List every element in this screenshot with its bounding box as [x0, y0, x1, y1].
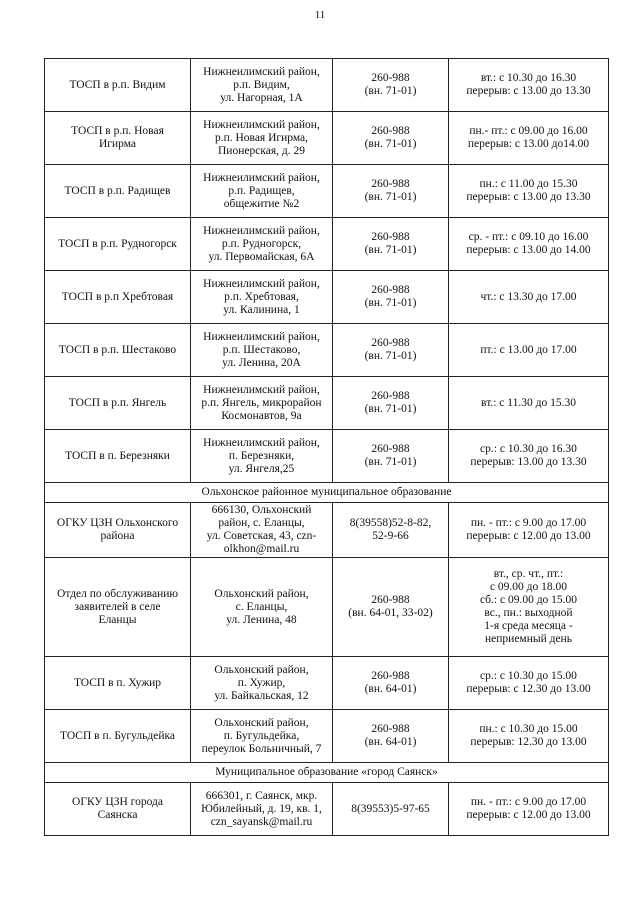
cell-line: Ольхонский район, [214, 663, 309, 676]
cell-line: вс., пн.: выходной [484, 607, 573, 619]
cell-line: ТОСП в р.п. Янгель [68, 396, 167, 409]
cell-line: перерыв: 12.30 до 13.00 [470, 736, 587, 748]
cell-line: (вн. 71-01) [364, 138, 417, 150]
cell-line: ТОСП в р.п. Новая [71, 125, 164, 137]
office-name-cell [45, 165, 191, 218]
office-hours-cell [449, 503, 609, 558]
cell-line: пн. - пт.: с 9.00 до 17.00 [470, 517, 587, 529]
cell-line: пн.: с 11.00 до 15.30 [479, 178, 578, 190]
office-hours-cell [449, 59, 609, 112]
cell-line: ТОСП в р.п. Радищев [64, 184, 171, 197]
cell-line: сб.: с 09.00 до 15.00 [479, 594, 578, 606]
cell-line: пн.- пт.: с 09.00 до 16.00 [469, 125, 588, 137]
office-phone-cell [333, 503, 449, 558]
cell-line: Юбилейный, д. 19, кв. 1, [201, 802, 322, 815]
office-address-cell [191, 218, 333, 271]
cell-line: р.п. Шестаково, [222, 343, 301, 356]
office-address-cell [191, 112, 333, 165]
office-name-cell [45, 558, 191, 657]
office-address-cell [191, 377, 333, 430]
cell-line: 260-988 [371, 231, 410, 243]
cell-line: общежитие №2 [223, 197, 300, 210]
cell-line: пн. - пт.: с 9.00 до 17.00 [470, 796, 587, 808]
cell-line: ул. Калинина, 1 [223, 303, 300, 316]
office-address-cell [191, 59, 333, 112]
cell-line: ТОСП в п. Хужир [73, 676, 162, 689]
office-hours-cell [449, 112, 609, 165]
cell-line: перерыв: с 12.00 до 13.00 [466, 809, 591, 821]
cell-line: перерыв: с 12.00 до 13.00 [466, 530, 591, 542]
table-row [45, 59, 609, 112]
cell-line: (вн. 71-01) [364, 297, 417, 309]
office-phone-cell [333, 558, 449, 657]
cell-line: р.п. Новая Игирма, [214, 131, 309, 144]
cell-line: 260-988 [371, 670, 410, 682]
office-address-cell [191, 503, 333, 558]
section-header-row [45, 483, 609, 503]
office-hours-cell [449, 165, 609, 218]
cell-line: 1-я среда месяца - [484, 620, 573, 632]
table-row [45, 377, 609, 430]
office-address-cell [191, 558, 333, 657]
cell-line: 260-988 [371, 337, 410, 349]
cell-line: ул. Янгеля,25 [228, 462, 295, 475]
office-phone-cell [333, 271, 449, 324]
table-row [45, 218, 609, 271]
office-phone-cell [333, 165, 449, 218]
cell-line: заявителей в селе [74, 600, 161, 613]
office-name-cell [45, 377, 191, 430]
cell-line: ул. Байкальская, 12 [214, 689, 309, 702]
cell-line: Пионерская, д. 29 [218, 144, 305, 157]
cell-line: ср.: с 10.30 до 15.00 [480, 670, 577, 682]
table-row [45, 503, 609, 558]
cell-line: р.п. Радищев, [228, 184, 295, 197]
cell-line: чт.: с 13.30 до 17.00 [480, 290, 577, 303]
office-phone-cell [333, 710, 449, 763]
cell-line: (вн. 64-01) [364, 736, 417, 748]
cell-line: (вн. 71-01) [364, 85, 417, 97]
cell-line: ТОСП в р.п. Видим [69, 78, 166, 91]
office-hours-cell [449, 218, 609, 271]
office-phone-cell [333, 377, 449, 430]
cell-line: ул. Ленина, 48 [226, 613, 297, 626]
cell-line: 8(39553)5-97-65 [351, 802, 430, 815]
cell-line: 260-988 [371, 594, 410, 606]
cell-line: п. Бугульдейка, [223, 729, 300, 742]
cell-line: ср. - пт.: с 09.10 до 16.00 [468, 231, 589, 243]
cell-line: перерыв: 13.00 до 13.30 [470, 456, 587, 468]
office-name-cell [45, 324, 191, 377]
cell-line: вт.: с 10.30 до 16.30 [480, 72, 577, 84]
cell-line: ул. Советская, 43, czn- [206, 530, 317, 542]
cell-line: 260-988 [371, 125, 410, 137]
cell-line: 260-988 [371, 443, 410, 455]
office-address-cell [191, 430, 333, 483]
cell-line: ТОСП в р.п Хребтовая [61, 290, 174, 303]
cell-line: ср.: с 10.30 до 16.30 [480, 443, 577, 455]
table-row [45, 165, 609, 218]
table-row [45, 430, 609, 483]
office-name-cell [45, 218, 191, 271]
table-row [45, 710, 609, 763]
cell-line: Нижнеилимский район, [203, 277, 320, 290]
office-phone-cell [333, 112, 449, 165]
cell-line: п. Березняки, [228, 449, 295, 462]
cell-line: 260-988 [371, 284, 410, 296]
cell-line: Игирма [98, 138, 137, 150]
cell-line: р.п. Рудногорск, [221, 237, 302, 250]
table-row [45, 324, 609, 377]
cell-line: czn_sayansk@mail.ru [210, 815, 313, 828]
cell-line: переулок Больничный, 7 [201, 742, 322, 755]
office-name-cell [45, 271, 191, 324]
cell-line: (вн. 71-01) [364, 456, 417, 468]
table-row [45, 558, 609, 657]
office-name-cell [45, 657, 191, 710]
cell-line: 52-9-66 [372, 530, 409, 542]
office-phone-cell [333, 657, 449, 710]
cell-line: ОГКУ ЦЗН Ольхонского [56, 517, 179, 529]
table-row [45, 112, 609, 165]
cell-line: перерыв: с 13.00 до 13.30 [466, 85, 591, 97]
cell-line: 260-988 [371, 178, 410, 190]
office-address-cell [191, 710, 333, 763]
offices-table [44, 58, 609, 836]
section-title: Муниципальное образование «город Саянск» [45, 763, 609, 783]
office-hours-cell [449, 657, 609, 710]
cell-line: района [100, 530, 135, 542]
cell-line: Еланцы [98, 613, 137, 626]
cell-line: (вн. 71-01) [364, 403, 417, 415]
table-row [45, 271, 609, 324]
office-address-cell [191, 324, 333, 377]
cell-line: ул. Первомайская, 6А [208, 250, 315, 263]
cell-line: Нижнеилимский район, [203, 65, 320, 78]
office-name-cell [45, 710, 191, 763]
office-phone-cell [333, 430, 449, 483]
offices-table-body [45, 59, 609, 836]
cell-line: ул. Ленина, 20А [222, 356, 301, 369]
section-header-row [45, 763, 609, 783]
cell-line: перерыв: с 12.30 до 13.00 [466, 683, 591, 695]
office-phone-cell [333, 324, 449, 377]
page-number: 11 [314, 9, 326, 21]
cell-line: 666130, Ольхонский [211, 504, 312, 516]
office-address-cell [191, 657, 333, 710]
section-title: Ольхонское районное муниципальное образование [45, 483, 609, 503]
office-name-cell [45, 430, 191, 483]
cell-line: перерыв: с 13.00 до 14.00 [466, 244, 591, 256]
cell-line: с 09.00 до 18.00 [489, 581, 568, 593]
cell-line: Отдел по обслуживанию [57, 587, 178, 600]
cell-line: Ольхонский район, [214, 716, 309, 729]
cell-line: 260-988 [371, 390, 410, 402]
cell-line: Ольхонский район, [214, 587, 309, 600]
cell-line: Нижнеилимский район, [203, 436, 320, 449]
cell-line: п. Хужир, [237, 676, 286, 689]
cell-line: пт.: с 13.00 до 17.00 [480, 343, 577, 356]
cell-line: olkhon@mail.ru [223, 543, 300, 555]
office-hours-cell [449, 271, 609, 324]
office-hours-cell [449, 324, 609, 377]
office-hours-cell [449, 783, 609, 836]
cell-line: р.п. Хребтовая, [224, 290, 299, 303]
cell-line: перерыв: с 13.00 до 13.30 [466, 191, 591, 203]
cell-line: вт.: с 11.30 до 15.30 [481, 396, 576, 409]
cell-line: с. Еланцы, [235, 600, 288, 613]
cell-line: 260-988 [371, 723, 410, 735]
cell-line: ТОСП в п. Бугульдейка [59, 729, 176, 742]
cell-line: Нижнеилимский район, [203, 171, 320, 184]
office-hours-cell [449, 430, 609, 483]
cell-line: ТОСП в п. Березняки [65, 449, 170, 462]
cell-line: пн.: с 10.30 до 15.00 [479, 723, 578, 735]
office-phone-cell [333, 59, 449, 112]
cell-line: (вн. 64-01, 33-02) [348, 607, 433, 619]
cell-line: ОГКУ ЦЗН города [72, 796, 163, 808]
cell-line: ТОСП в р.п. Рудногорск [58, 237, 177, 250]
office-address-cell [191, 783, 333, 836]
cell-line: (вн. 71-01) [364, 350, 417, 362]
office-address-cell [191, 165, 333, 218]
cell-line: Нижнеилимский район, [203, 118, 320, 131]
cell-line: ТОСП в р.п. Шестаково [58, 343, 177, 356]
cell-line: ул. Нагорная, 1А [220, 91, 303, 104]
cell-line: Саянска [97, 809, 138, 821]
office-hours-cell [449, 710, 609, 763]
table-row [45, 783, 609, 836]
cell-line: р.п. Видим, [233, 78, 290, 91]
cell-line: р.п. Янгель, микрорайон [201, 396, 322, 409]
office-name-cell [45, 112, 191, 165]
cell-line: 666301, г. Саянск, мкр. [205, 789, 318, 802]
cell-line: район, с. Еланцы, [218, 517, 305, 529]
office-name-cell [45, 783, 191, 836]
table-row [45, 657, 609, 710]
office-name-cell [45, 503, 191, 558]
cell-line: неприемный день [485, 633, 572, 645]
office-hours-cell [449, 558, 609, 657]
office-name-cell [45, 59, 191, 112]
office-hours-cell [449, 377, 609, 430]
cell-line: вт., ср. чт., пт.: [493, 568, 564, 580]
cell-line: (вн. 64-01) [364, 683, 417, 695]
office-phone-cell [333, 218, 449, 271]
cell-line: 8(39558)52-8-82, [349, 517, 432, 529]
cell-line: (вн. 71-01) [364, 244, 417, 256]
cell-line: 260-988 [371, 72, 410, 84]
cell-line: Нижнеилимский район, [203, 330, 320, 343]
cell-line: Нижнеилимский район, [203, 383, 320, 396]
office-phone-cell [333, 783, 449, 836]
cell-line: Нижнеилимский район, [203, 224, 320, 237]
cell-line: Космонавтов, 9а [221, 409, 302, 422]
cell-line: (вн. 71-01) [364, 191, 417, 203]
office-address-cell [191, 271, 333, 324]
cell-line: перерыв: с 13.00 до14.00 [467, 138, 590, 150]
